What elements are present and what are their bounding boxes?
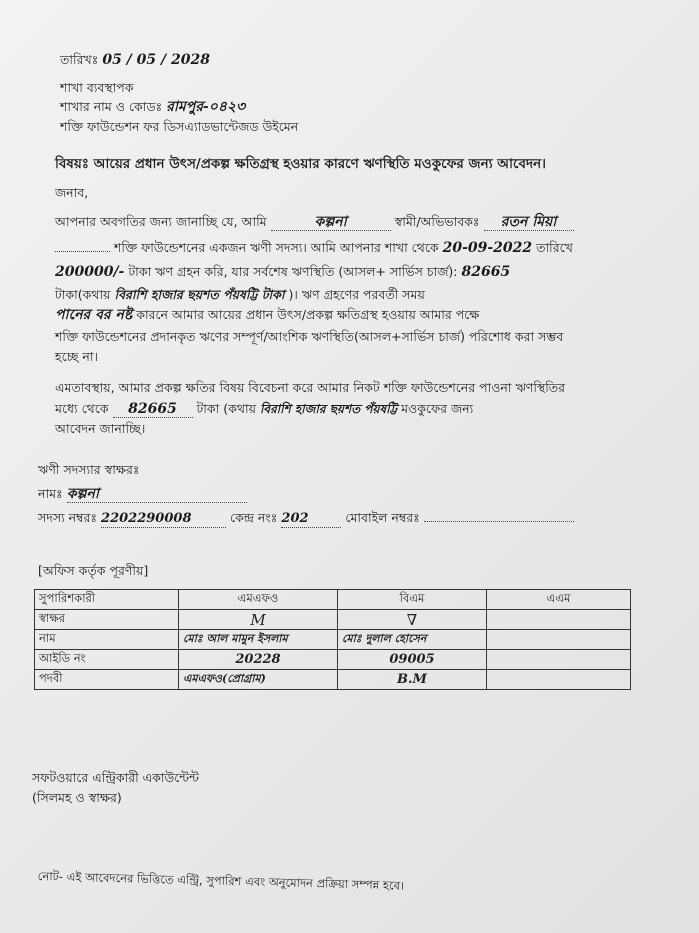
organization-name: শক্তি ফাউন্ডেশন ফর ডিসএ্যাডভান্টেজড উইমেন <box>60 119 299 134</box>
member-number-handwritten: 2202290008 <box>101 511 226 528</box>
mfo-id: 20228 <box>179 650 338 670</box>
date-value: 05 / 05 / 2028 <box>102 52 210 68</box>
bm-signature: ∇ <box>406 610 418 629</box>
am-designation <box>487 670 631 690</box>
row-label-designation: পদবী <box>35 670 179 690</box>
bm-signature-cell <box>338 610 487 630</box>
applicant-signature-label: ঋণী সদস্যার স্বাক্ষরঃ <box>38 462 140 477</box>
applicant-numbers-line <box>38 510 574 528</box>
table-row <box>35 650 631 670</box>
loan-date-handwritten: 20-09-2022 <box>442 240 533 256</box>
branch-value: রামপুর-০৪২৩ <box>166 99 246 115</box>
para1-text-b: স্বামী/অভিভাবকঃ <box>394 214 480 229</box>
para2-line2 <box>55 401 473 418</box>
office-use-label: [অফিস কর্তৃক পূরণীয়] <box>38 563 149 578</box>
accountant-note: (সিলমহ ও স্বাক্ষর) <box>32 790 122 805</box>
waive-words-handwritten: বিরাশি হাজার ছয়শত পঁয়ষট্টি <box>259 402 398 416</box>
mfo-signature: M <box>250 610 266 629</box>
para2-text-c: মওকুফের জন্য <box>401 401 474 416</box>
para1-line1 <box>55 214 615 231</box>
table-row <box>35 610 631 630</box>
para2-line3: আবেদন জানাচ্ছি। <box>55 421 146 436</box>
para1-text-h: কারনে আমার আয়ের প্রধান উৎস/প্রকল্প ক্ষতিগ্রস্থ হওয়ায় আমার পক্ষে <box>136 307 480 322</box>
footer-note: নোট- এই আবেদনের ভিত্তিতে এন্ট্রি, সুপারিশ এবং অনুমোদন প্রক্রিয়া সম্পন্ন হবে। <box>37 868 405 893</box>
center-number-handwritten: 202 <box>281 511 341 528</box>
header-am: এএম <box>487 590 631 610</box>
para1-text-f: টাকা(কথায় <box>55 287 111 302</box>
para1-line2 <box>55 240 573 256</box>
bm-designation: B.M <box>338 670 487 690</box>
date-label: তারিখঃ <box>60 52 99 67</box>
mfo-designation: এমএফও(প্রোগ্রাম) <box>179 670 338 690</box>
para1-line3 <box>55 264 510 280</box>
para1-line5 <box>55 307 479 323</box>
header-mfo: এমএফও <box>179 590 338 610</box>
para1-text-a: আপনার অবগতির জন্য জানাচ্ছি যে, আমি <box>55 214 267 229</box>
branch-label: শাখার নাম ও কোডঃ <box>60 99 163 114</box>
para1-line7: হচ্ছে না। <box>55 349 98 364</box>
para1-text-g: )। ঋণ গ্রহণের পরবর্তী সময় <box>288 287 425 302</box>
para1-text-c: শক্তি ফাউন্ডেশনের একজন ঋণী সদস্য। আমি আপনার শাখা থেকে <box>113 240 439 255</box>
para1-text-e: টাকা ঋণ গ্রহন করি, যার সর্বশেষ ঋণস্থিতি (আসল+ সার্ভিস চার্জ): <box>128 264 458 279</box>
center-number-label: কেন্দ্র নংঃ <box>230 510 278 525</box>
applicant-name-label: নামঃ <box>38 486 63 501</box>
loan-amount-handwritten: 200000/- <box>55 264 125 280</box>
date-line <box>60 52 210 68</box>
mfo-signature-cell <box>179 610 338 630</box>
para2-line1: এমতাবস্থায়, আমার প্রকল্প ক্ষতির বিষয় বিবেচনা করে আমার নিকট শক্তি ফাউন্ডেশনের পাওনা ঋণস্থিতির <box>55 380 566 395</box>
am-name <box>487 630 631 650</box>
am-id <box>487 650 631 670</box>
table-row <box>35 630 631 650</box>
table-header-row <box>35 590 631 610</box>
salutation: জনাব, <box>55 185 89 200</box>
para2-text-a: মধ্যে থেকে <box>55 401 109 416</box>
header-recommender: সুপারিশকারী <box>35 590 179 610</box>
applicant-name-line <box>38 486 247 503</box>
bm-id: 09005 <box>338 650 487 670</box>
balance-handwritten: 82665 <box>461 264 511 280</box>
para1-line6: শক্তি ফাউন্ডেশনের প্রদানকৃত ঋণের সম্পূর্ণ/আংশিক ঋণস্থিতি(আসল+সার্ভিস চার্জ) পরিশোধ করা সম্ভব <box>55 329 564 344</box>
am-signature-cell <box>487 610 631 630</box>
para2-text-b: টাকা (কথায় <box>196 401 256 416</box>
branch-line <box>60 99 245 115</box>
mobile-number-blank <box>424 521 574 522</box>
row-label-id: আইডি নং <box>35 650 179 670</box>
applicant-name-handwritten: কল্পনা <box>67 486 247 503</box>
header-bm: বিএম <box>338 590 487 610</box>
accountant-title: সফটওয়ারে এন্ট্রিকারী একাউন্টেন্ট <box>32 770 199 785</box>
guardian-name-handwritten: রতন মিয়া <box>484 214 574 231</box>
member-name-handwritten: কল্পনা <box>271 214 391 231</box>
subject-line: বিষয়ঃ আয়ের প্রধান উৎস/প্রকল্প ক্ষতিগ্রস্থ হওয়ার কারণে ঋণস্থিতি মওকুফের জন্য আবেদন। <box>55 156 546 172</box>
blank-dots <box>55 251 110 252</box>
table-row <box>35 670 631 690</box>
reason-handwritten: পানের বর নষ্ট <box>55 307 133 323</box>
mfo-name: মোঃ আল মামুন ইসলাম <box>179 630 338 650</box>
recommendation-table <box>34 589 631 690</box>
mobile-number-label: মোবাইল নম্বরঃ <box>345 510 420 525</box>
balance-words-handwritten: বিরাশি হাজার ছয়শত পঁয়ষট্টি টাকা <box>114 287 285 302</box>
recipient-title: শাখা ব্যবস্থাপক <box>60 80 134 95</box>
row-label-name: নাম <box>35 630 179 650</box>
row-label-signature: স্বাক্ষর <box>35 610 179 630</box>
para1-text-d: তারিখে <box>536 240 573 255</box>
waive-amount-handwritten: 82665 <box>113 401 193 418</box>
para1-line4 <box>55 287 425 303</box>
member-number-label: সদস্য নম্বরঃ <box>38 510 98 525</box>
bm-name: মোঃ দুলাল হোসেন <box>338 630 487 650</box>
